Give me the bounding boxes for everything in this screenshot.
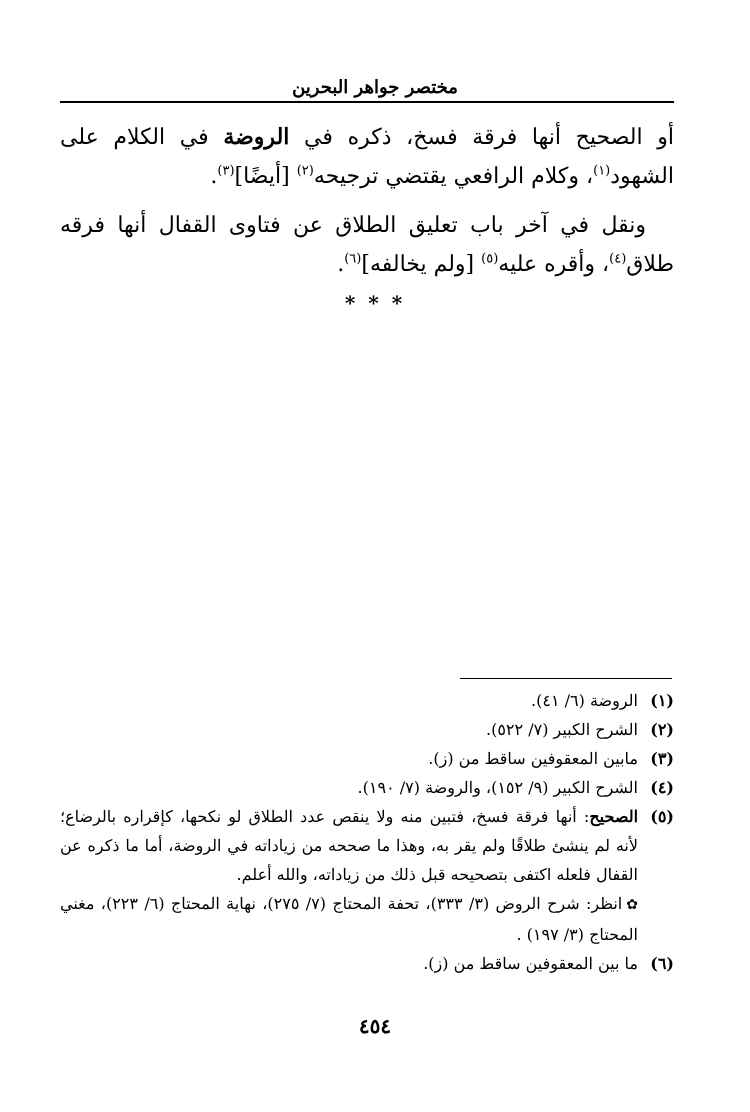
footnote-ref-2[interactable]: (٢) bbox=[296, 163, 314, 179]
footnote-body bbox=[60, 802, 638, 949]
text-run: [ولم يخالفه] bbox=[361, 252, 482, 277]
footnote-6 bbox=[60, 949, 674, 978]
footnote-number: (٣) bbox=[650, 749, 674, 768]
text-run: ، وكلام الرافعي يقتضي ترجيحه bbox=[313, 164, 594, 189]
text-run: ، وأقره عليه bbox=[498, 252, 610, 277]
footnote-reference-note: انظر: شرح الروض (٣/ ٣٣٣)، تحفة المحتاج (٧/ ٢٧٥)، نهاية المحتاج (٦/ ٢٢٣)، مغني المحتاج (٣/ ١٩٧) . bbox=[60, 894, 638, 944]
text-run: . bbox=[210, 164, 218, 189]
header-divider bbox=[60, 101, 674, 103]
footnote-ref-5[interactable]: (٥) bbox=[481, 251, 499, 267]
footnote-ref-4[interactable]: (٤) bbox=[609, 251, 627, 267]
running-header: مختصر جواهر البحرين bbox=[292, 77, 458, 98]
footnote-number: (٤) bbox=[650, 778, 674, 797]
footnote-number: (٢) bbox=[650, 720, 674, 739]
footnote-text: مابين المعقوفين ساقط من (ز). bbox=[428, 749, 638, 768]
footnote-3 bbox=[60, 744, 674, 773]
footnote-ref-1[interactable]: (١) bbox=[593, 163, 611, 179]
main-text bbox=[60, 118, 674, 294]
footnote-label: الصحيح bbox=[589, 807, 639, 826]
footnote-4 bbox=[60, 773, 674, 802]
page-number: ٤٥٤ bbox=[358, 1014, 392, 1038]
footnotes bbox=[60, 686, 674, 978]
text-run: أو الصحيح أنها فرقة فسخ، ذكره في bbox=[289, 125, 675, 150]
footnote-2 bbox=[60, 715, 674, 744]
footnote-1 bbox=[60, 686, 674, 715]
section-separator: * * * bbox=[344, 291, 406, 315]
text-run: ونقل في آخر باب تعليق الطلاق عن فتاوى القفال أنها فرقه طلاق bbox=[60, 213, 674, 277]
text-run: . bbox=[337, 252, 345, 277]
bold-term: الروضة bbox=[223, 124, 290, 150]
footnote-text: : أنها فرقة فسخ، فتبين منه ولا ينقص عدد الطلاق لو نكحها، كإقراره بالرضاع؛ لأنه لم ينشئ طلاقًا ولم يقر به، وهذا ما صححه من زياداته في الروضة، أما ما ذكره عن القفال فلعله اكتفى بتصحيحه قبل ذلك من زياداته، والله أعلم. bbox=[60, 807, 638, 884]
flower-icon: ✿ bbox=[626, 897, 638, 913]
paragraph-2 bbox=[60, 206, 674, 284]
footnote-text: ما بين المعقوفين ساقط من (ز). bbox=[423, 954, 638, 973]
footnote-paragraph bbox=[60, 889, 638, 949]
footnote-number: (١) bbox=[650, 691, 674, 710]
footnote-ref-3[interactable]: (٣) bbox=[217, 163, 235, 179]
footnote-text: الشرح الكبير (٧/ ٥٢٢). bbox=[486, 720, 638, 739]
text-run: في الكلام على الشهود bbox=[60, 125, 674, 189]
footnote-text: الروضة (٦/ ٤١). bbox=[531, 691, 638, 710]
footnote-ref-6[interactable]: (٦) bbox=[344, 251, 362, 267]
footnote-5 bbox=[60, 802, 674, 949]
footnote-number: (٥) bbox=[650, 807, 674, 826]
footnote-number: (٦) bbox=[650, 954, 674, 973]
footnote-divider bbox=[460, 678, 672, 679]
footnote-text: الشرح الكبير (٩/ ١٥٢)، والروضة (٧/ ١٩٠). bbox=[357, 778, 638, 797]
paragraph-1 bbox=[60, 118, 674, 196]
footnote-paragraph bbox=[60, 802, 638, 889]
text-run: [أيضًا] bbox=[234, 164, 297, 189]
